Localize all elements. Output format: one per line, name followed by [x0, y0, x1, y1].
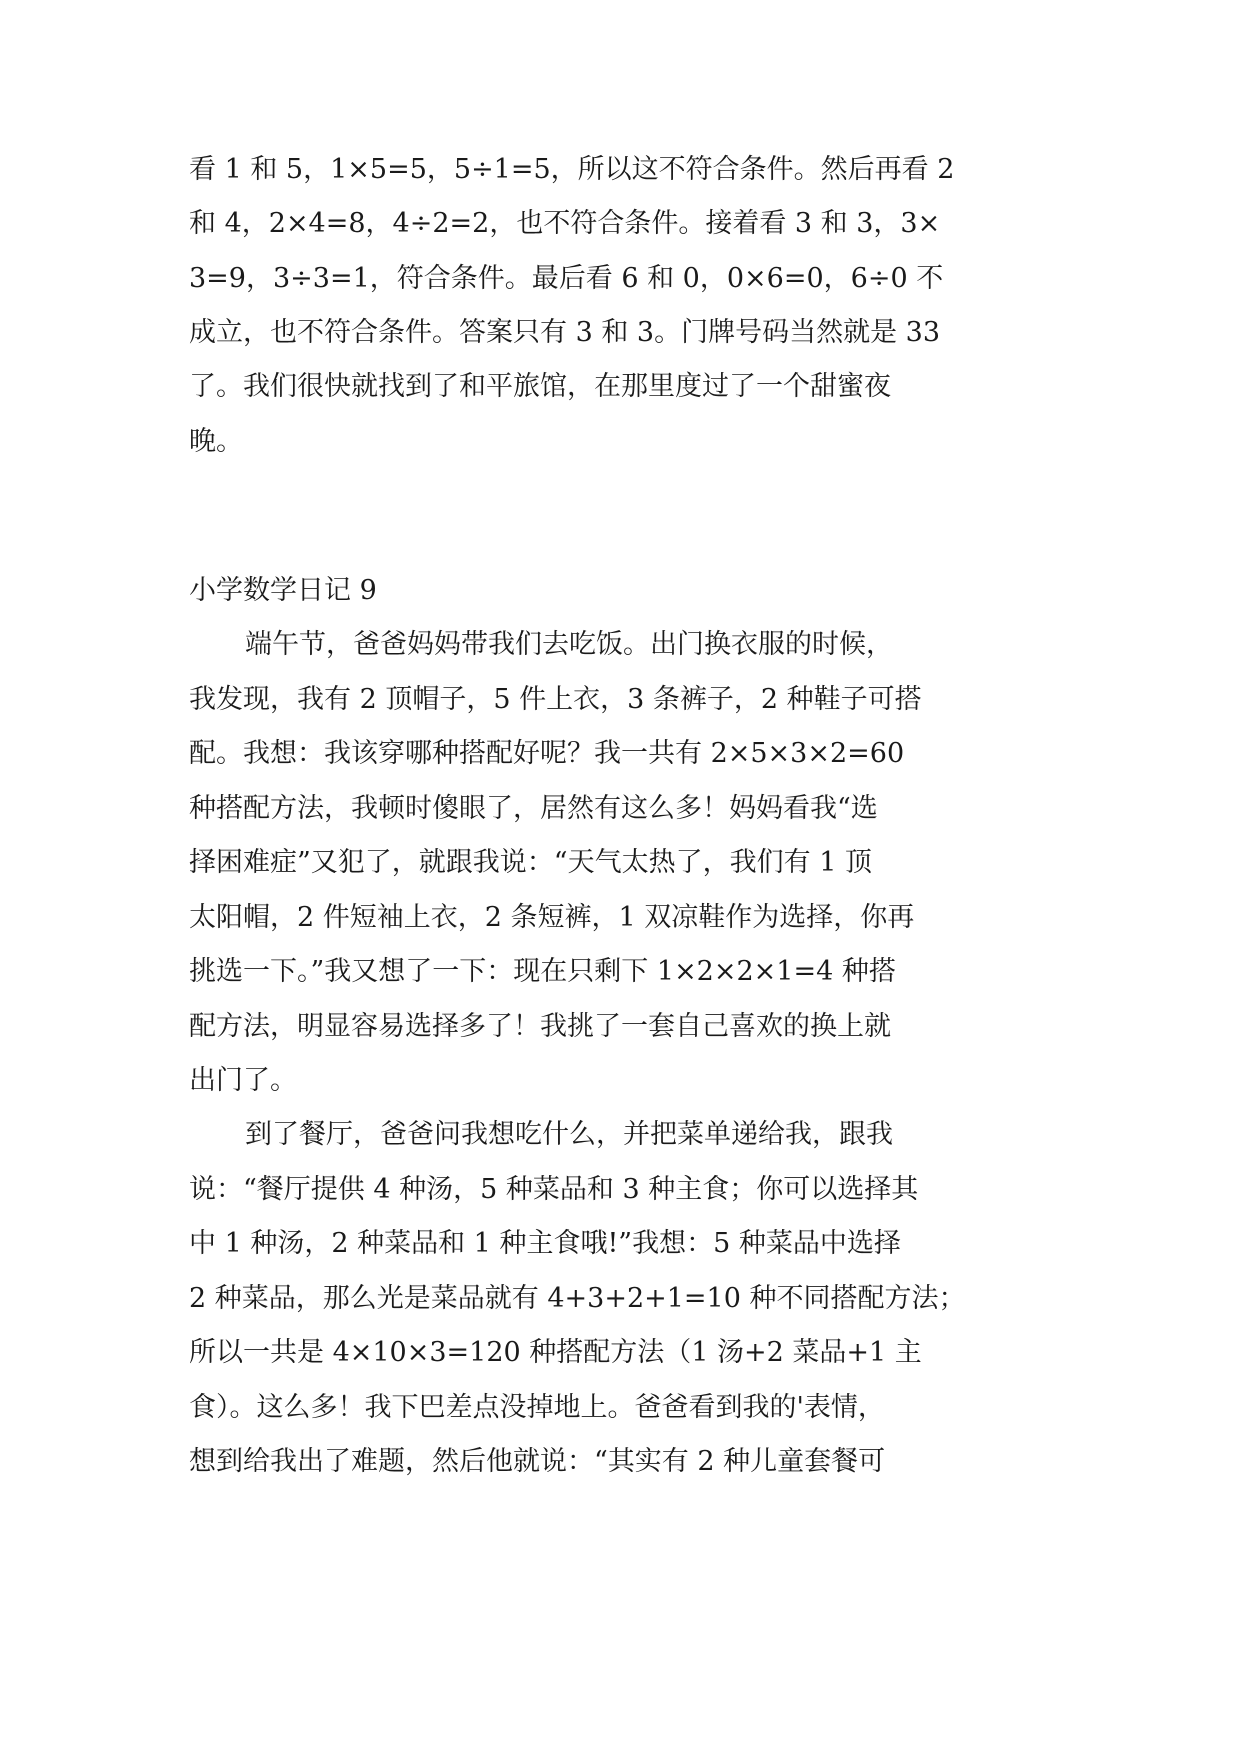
text-line: 到了餐厅，爸爸问我想吃什么，并把菜单递给我，跟我: [245, 1119, 893, 1150]
text-line: 想到给我出了难题，然后他就说：“其实有 2 种儿童套餐可: [189, 1446, 886, 1477]
text-line: 说：“餐厅提供 4 种汤，5 种菜品和 3 种主食；你可以选择其: [189, 1174, 919, 1205]
text-line: 挑选一下。”我又想了一下：现在只剩下 1×2×2×1=4 种搭: [189, 956, 896, 987]
text-line: 食）。这么多！我下巴差点没掉地上。爸爸看到我的'表情，: [189, 1392, 885, 1423]
text-line: 所以一共是 4×10×3=120 种搭配方法（1 汤+2 菜品+1 主: [189, 1337, 922, 1368]
text-line: 端午节，爸爸妈妈带我们去吃饭。出门换衣服的时候，: [245, 629, 893, 660]
section-title: 小学数学日记 9: [189, 575, 377, 606]
text-line: 我发现，我有 2 顶帽子，5 件上衣，3 条裤子，2 种鞋子可搭: [189, 684, 922, 715]
text-line: 了。我们很快就找到了和平旅馆，在那里度过了一个甜蜜夜: [189, 371, 891, 402]
text-line: 看 1 和 5，1×5=5，5÷1=5，所以这不符合条件。然后再看 2: [189, 154, 955, 185]
text-line: 2 种菜品，那么光是菜品就有 4+3+2+1=10 种不同搭配方法；: [189, 1283, 966, 1314]
text-line: 中 1 种汤，2 种菜品和 1 种主食哦!”我想：5 种菜品中选择: [189, 1228, 901, 1259]
text-line: 太阳帽，2 件短袖上衣，2 条短裤，1 双凉鞋作为选择，你再: [189, 902, 915, 933]
text-line: 晚。: [189, 426, 243, 457]
text-line: 出门了。: [189, 1065, 297, 1096]
text-line: 配方法，明显容易选择多了！我挑了一套自己喜欢的换上就: [189, 1011, 891, 1042]
text-line: 择困难症”又犯了，就跟我说：“天气太热了，我们有 1 顶: [189, 847, 872, 878]
text-line: 种搭配方法，我顿时傻眼了，居然有这么多！妈妈看我“选: [189, 793, 878, 824]
text-line: 3=9，3÷3=1，符合条件。最后看 6 和 0，0×6=0，6÷0 不: [189, 263, 944, 294]
text-line: 配。我想：我该穿哪种搭配好呢？我一共有 2×5×3×2=60: [189, 738, 905, 769]
text-line: 和 4，2×4=8，4÷2=2，也不符合条件。接着看 3 和 3，3×: [189, 208, 941, 239]
text-line: 成立，也不符合条件。答案只有 3 和 3。门牌号码当然就是 33: [189, 317, 941, 348]
